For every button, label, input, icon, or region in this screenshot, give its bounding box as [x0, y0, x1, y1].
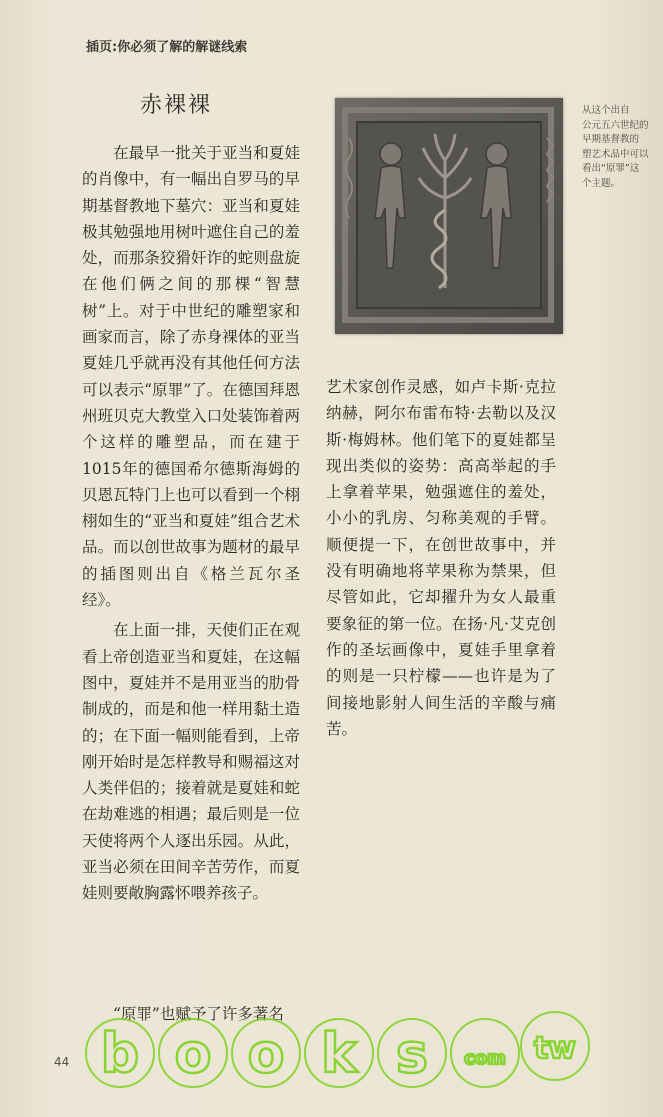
site-watermark	[75, 1006, 595, 1101]
stone-relief-photo	[335, 98, 563, 334]
watermark-letter: com	[464, 1048, 506, 1069]
section-title: 赤裸裸	[140, 93, 213, 118]
watermark-letter: k	[321, 1022, 357, 1085]
caption-line: 看出“原罪”这	[582, 163, 640, 174]
paragraph-1: 在最早一批关于亚当和夏娃的肖像中，有一幅出自罗马的早期基督教地下墓穴：亚当和夏娃极其勉强地用树叶遮住自己的羞处，而那条狡猾奸诈的蛇则盘旋在他们俩之间的那棵“智慧树”上。对于中世纪的雕塑家和画家而言，除了赤身裸体的亚当夏娃几乎就再没有其他任何方法可以表示“原罪”了。在德国拜恩州班贝克大教堂入口处装饰着两个这样的雕塑品，而在建于1015年的德国希尔德斯海姆的贝恩瓦特门上也可以看到一个栩栩如生的“亚当和夏娃”组合艺术品。而以创世故事为题材的最早的插图则出自《格兰瓦尔圣经》。	[82, 144, 300, 610]
figure-caption	[582, 104, 663, 191]
caption-line: 从这个出自	[582, 105, 630, 116]
caption-line: 早期基督教的	[582, 134, 640, 145]
watermark-letter: tw	[533, 1031, 577, 1066]
page-number: 44	[54, 1055, 70, 1069]
running-header: 插页:你必须了解的解谜线索	[86, 40, 248, 55]
right-column	[326, 374, 556, 742]
watermark-letter: s	[395, 1022, 429, 1085]
caption-line: 个主题。	[582, 177, 621, 189]
caption-line: 公元五六世纪的	[582, 119, 649, 131]
paragraph-continued: 艺术家创作灵感，如卢卡斯·克拉纳赫，阿尔布雷布特·去勒以及汉斯·梅姆林。他们笔下的夏娃都呈现出类似的姿势：高高举起的手上拿着苹果，勉强遮住的羞处，小小的乳房、匀称美观的手臂。顺便提一下，在创世故事中，并没有明确地将苹果称为禁果，但尽管如此，它却擢升为女人最重要象征的第一位。在扬·凡·艾克创作的圣坛画像中，夏娃手里拿着的则是一只柠檬——也许是为了间接地影射人间生活的辛酸与痛苦。	[326, 378, 556, 738]
paragraph-2: 在上面一排，天使们正在观看上帝创造亚当和夏娃，在这幅图中，夏娃并不是用亚当的肋骨制成的，而是和他一样用黏土造的；在下面一幅则能看到，上帝刚开始时是怎样教导和赐福这对人类伴侣的；接着就是夏娃和蛇在劫难逃的相遇；最后则是一位天使将两个人逐出乐园。从此，亚当必须在田间辛苦劳作，而夏娃则要敞胸露怀喂养孩子。	[82, 621, 300, 903]
caption-line: 塑艺术品中可以	[582, 148, 649, 160]
adam-eve-relief-image	[335, 98, 563, 334]
left-column	[82, 140, 300, 907]
watermark-letter: o	[247, 1022, 285, 1085]
paragraph-3: “原罪”也赋予了许多著名	[113, 1005, 284, 1023]
watermark-letter: o	[174, 1022, 212, 1085]
watermark-letter: b	[100, 1022, 140, 1085]
